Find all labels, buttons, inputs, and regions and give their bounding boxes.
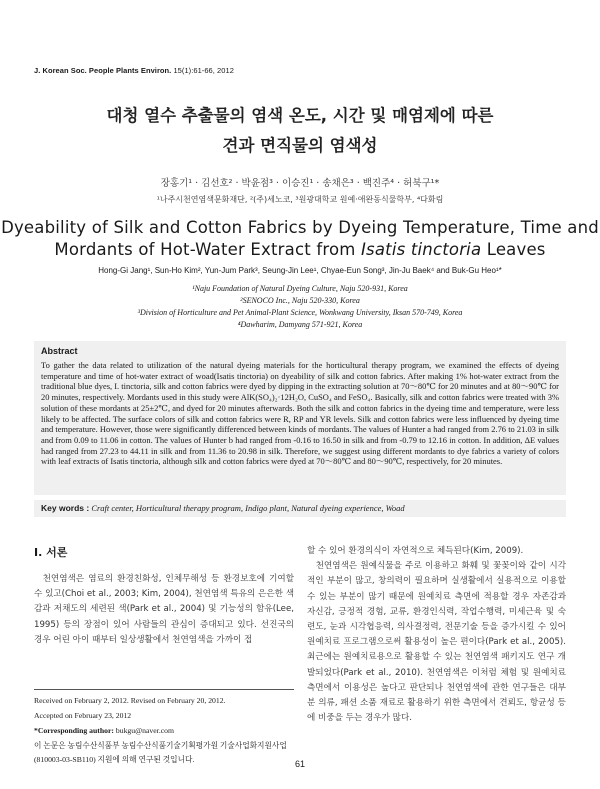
keywords-text: Craft center, Horticultural therapy program, Indigo plant, Natural dyeing experience, Woad xyxy=(91,503,405,513)
right-column-text xyxy=(307,544,566,726)
footnote-corresponding xyxy=(34,724,294,739)
footnote-funding: 이 논문은 농림수산식품부 농림수산식품기술기획평가원 기술사업화지원사업(810003-03-SB110) 지원에 의해 연구된 것입니다. xyxy=(34,741,287,764)
keywords xyxy=(41,503,405,513)
english-affiliation-3: ³Division of Horticulture and Pet Animal-Plant Science, Wonkwang University, Iksan 570-749, Korea xyxy=(137,308,463,317)
english-affiliation-1: ¹Naju Foundation of Natural Dyeing Culture, Naju 520-931, Korea xyxy=(192,284,408,293)
page-number: 61 xyxy=(294,759,305,769)
english-affiliation-2: ²SENOCO Inc., Naju 520-330, Korea xyxy=(240,296,360,305)
keywords-label: Key words : xyxy=(41,503,90,513)
footnote-accepted: Accepted on February 23, 2012 xyxy=(34,711,132,720)
korean-title-line1: 대청 열수 추출물의 염색 온도, 시간 및 매염제에 따른 xyxy=(106,106,494,125)
corresponding-label: *Corresponding author: xyxy=(34,726,114,735)
corresponding-email: bukgu@naver.com xyxy=(113,726,174,735)
english-affiliation-4: ⁴Dawharim, Damyang 571-921, Korea xyxy=(237,320,363,329)
english-title-line2 xyxy=(0,240,600,259)
section-heading-introduction: Ⅰ. 서론 xyxy=(34,546,68,559)
korean-title-line2: 견과 면직물의 염색성 xyxy=(222,136,378,155)
journal-volume: 15(1):61-66, 2012 xyxy=(173,66,234,75)
right-paragraph-1: 할 수 있어 환경의식이 자연적으로 체득된다(Kim, 2009). xyxy=(307,546,524,556)
english-title-species: Isatis tinctoria xyxy=(360,240,482,259)
footnote-divider xyxy=(34,689,294,690)
right-paragraph-2: 천연염색은 원예식물을 주로 이용하고 화훼 및 꽃꽂이와 같이 시각적인 부분이 많고, 창의력이 필요하며 실생활에서 실용적으로 이용할 수 있는 부분이 많기 때문에 원예치료 측면에 적용할 경우 자존감과 자신감, 긍정적 경험, 교류, 환경인식력, 작업수행력, 미세근육 및 숙련도, 눈과 시각협응력, 의사결정력, 전문기술 등을 증가시킬 수 있어 원예치료 프로그램으로써 활용성이 높은 편이다(Park et al., 2005). 최근에는 원예치료용으로 활용할 수 있는 천연염색 패키지도 연구 개발되었다(Park et al., 2010). 천연염색은 이처럼 체험 및 원예치료 측면에서 이용성은 높다고 판단되나 천연염색에 관한 연구들은 대부분 의류, 패션 소품 재료로 활용하기 위한 측면에서 견뢰도, 항균성 등에 비중을 두는 경우가 많다. xyxy=(307,561,566,724)
english-title-line1: Dyeability of Silk and Cotton Fabrics by Dyeing Temperature, Time and xyxy=(1,218,599,237)
abstract-text: To gather the data related to utilization of the natural dyeing materials for the horticultural therapy program, we examined the effects of dyeing temperature and time of hot-water extract of woad(Isatis tinctoria) on dyeability of silk and cotton fabrics. After making 1% hot-water extract from the traditional blue dyes, I. tinctoria, silk and cotton fabrics were dyed by dipping in the extracting solution at 70～80℃ for 20 minutes and at 80～90℃ for 20 minutes, respectively. Mordants used in this study were AlK(SO₄)₂·12H₂O, CuSO₄ and FeSO₄. Basically, silk and cotton fabrics were treated with 3% solution of these mordants at 25±2℃, and dyed for 20 minutes afterwards. Both the silk and cotton fabrics in the dyeing time and temperature, were less likely to be affected. The surface colors of silk and cotton fabrics were R, RP and YR levels. Silk and cotton fabrics were less influenced by dyeing time and temperature. However, those were significantly differenced between kinds of mordants. The values of Hunter a had ranged from 2.76 to 21.03 in silk and from 0.09 to 11.06 in cotton. The values of Hunter b had ranged from -0.16 to 16.50 in silk and from -0.79 to 12.16 in cotton. In addition, ΔE values had ranged from 27.23 to 44.11 in silk and from 11.36 to 20.98 in silk. Therefore, we suggest using different mordants to dye fabrics a variety of colors with leaf extracts of Isatis tinctoria, although silk and cotton fabrics were dyed at 70～80℃ and 80～90℃, respectively, for 20 minutes. xyxy=(41,360,559,467)
korean-authors: 장홍기¹ · 김선호² · 박윤점³ · 이승진¹ · 송채은³ · 백진주⁴ · 허북구¹* xyxy=(160,178,440,189)
english-title-line2-pre: Mordants of Hot-Water Extract from xyxy=(54,240,361,259)
intro-paragraph-1: 천연염색은 염료의 환경친화성, 인체무해성 등 환경보호에 기여할 수 있고(Choi et al., 2003; Kim, 2004), 천연염색 특유의 은은한 색감과 저채도의 세련된 색(Park et al., 2004) 및 기능성의 함유(Lee, 1995) 등의 장점이 있어 사람들의 관심이 증대되고 있다. 선진국의 경우 어린 아이 때부터 일상생활에서 천연염색을 가까이 접 xyxy=(34,574,294,645)
english-title-line2-post: Leaves xyxy=(481,240,546,259)
journal-citation xyxy=(34,66,234,75)
left-column-text xyxy=(34,572,294,648)
english-authors: Hong-Gi Jang¹, Sun-Ho Kim², Yun-Jum Park³, Seung-Jin Lee¹, Chyae-Eun Song³, Jin-Ju Baek⁴ and Buk-Gu Heo¹* xyxy=(98,266,502,275)
korean-affiliations: ¹나주시천연염색문화재단, ²(주)세노코, ³원광대학교 원예·애완동식물학부, ⁴다화림 xyxy=(156,195,444,204)
journal-name: J. Korean Soc. People Plants Environ. xyxy=(34,66,172,75)
footnote-received: Received on February 2, 2012. Revised on February 20, 2012. xyxy=(34,696,226,705)
abstract-heading: Abstract xyxy=(41,346,78,356)
